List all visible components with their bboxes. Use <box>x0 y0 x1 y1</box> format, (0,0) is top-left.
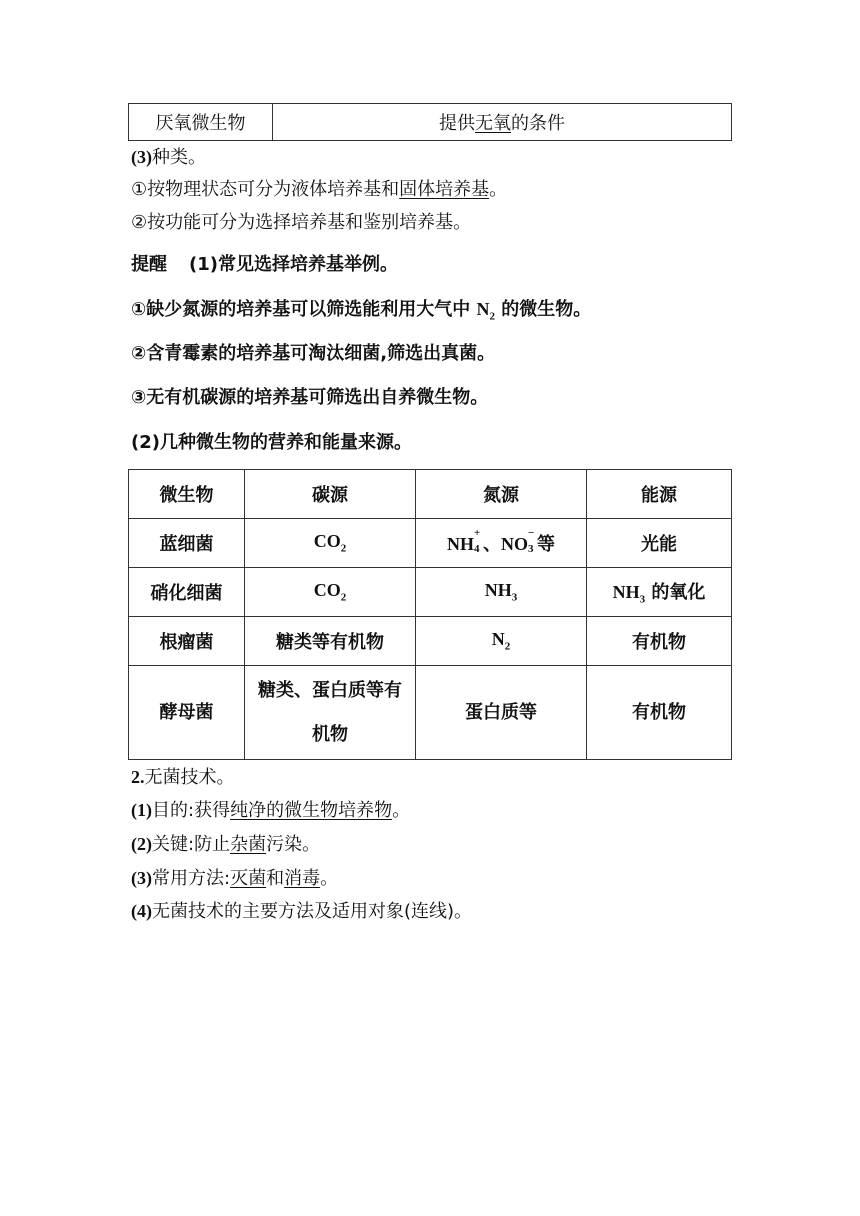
section3-item2: ②按功能可分为选择培养基和鉴别培养基。 <box>131 212 472 233</box>
underlined-answer: 杂菌 <box>230 834 267 855</box>
table-cell: 酵母菌 <box>129 666 245 760</box>
ion-charge <box>528 526 537 557</box>
item-text: 。 <box>392 800 411 821</box>
section3-item1 <box>131 178 507 202</box>
chem-formula: N <box>476 299 490 319</box>
tip-text: ①缺少氮源的培养基可以筛选能利用大气中 <box>131 299 477 320</box>
sterile-item3 <box>131 866 338 891</box>
tip-sub2: (2)几种微生物的营养和能量来源。 <box>131 432 412 453</box>
table-cell <box>245 568 416 617</box>
tip-label: 提醒 <box>131 254 167 275</box>
item-number: (3) <box>131 868 152 888</box>
tip-line3: ③无有机碳源的培养基可筛选出自养微生物。 <box>131 387 489 408</box>
sterile-item2 <box>131 832 320 857</box>
item-text: 无菌技术的主要方法及适用对象(连线)。 <box>152 901 473 922</box>
heading-number: (3) <box>131 147 152 167</box>
item-number: (4) <box>131 901 152 921</box>
table-cell <box>245 519 416 568</box>
table-cell: 光能 <box>587 519 732 568</box>
chem-superscript: + <box>474 526 481 539</box>
item-text: 。 <box>320 868 339 889</box>
chem-superscript: − <box>528 526 535 539</box>
header-cell: 微生物 <box>129 470 245 519</box>
tip-heading <box>131 253 398 277</box>
chem-subscript: 3 <box>511 591 518 604</box>
chem-subscript: 2 <box>489 310 496 323</box>
table-row <box>129 104 732 141</box>
chem-formula: NH <box>612 582 640 603</box>
cell-text: 等 <box>537 533 555 555</box>
table-row <box>129 568 732 617</box>
tip-text: 的微生物。 <box>495 299 592 320</box>
item-number: (1) <box>131 800 152 820</box>
section3-heading <box>131 145 206 170</box>
chem-formula: CO <box>313 531 341 552</box>
underlined-answer: 纯净的微生物培养物 <box>230 800 393 821</box>
header-cell: 碳源 <box>245 470 416 519</box>
header-cell: 能源 <box>587 470 732 519</box>
cell-text: 厌氧微生物 <box>155 113 246 134</box>
item-text: 污染。 <box>266 834 321 855</box>
chem-formula: NH <box>484 580 512 601</box>
heading-text: 种类。 <box>152 147 206 168</box>
cell-text: 的氧化 <box>645 582 706 604</box>
separator: 、 <box>483 533 501 555</box>
item-text: 目的:获得 <box>152 800 231 821</box>
table-cell <box>416 568 587 617</box>
ion-charge <box>474 526 483 557</box>
table-cell <box>129 104 273 141</box>
sterile-item4 <box>131 899 472 924</box>
table-header-row <box>129 470 732 519</box>
table-cell: 蛋白质等 <box>416 666 587 760</box>
table-cell <box>273 104 732 141</box>
table-cell: 有机物 <box>587 617 732 666</box>
chem-subscript: 2 <box>340 591 347 604</box>
heading-number: 2. <box>131 767 145 787</box>
cell-text: 机物 <box>312 723 348 745</box>
table-cell <box>587 568 732 617</box>
sterile-item1 <box>131 798 410 823</box>
underlined-answer: 无氧 <box>475 113 511 134</box>
item-text: 常用方法: <box>152 868 231 889</box>
anaerobe-table-row <box>128 103 732 141</box>
item-text: 。 <box>489 179 508 200</box>
chem-formula: CO <box>313 580 341 601</box>
item-text: ①按物理状态可分为液体培养基和 <box>131 179 400 200</box>
item-number: (2) <box>131 834 152 854</box>
chem-formula: NO <box>501 533 528 554</box>
table-cell: 硝化细菌 <box>129 568 245 617</box>
chem-subscript: 2 <box>340 542 347 555</box>
tip-line1 <box>131 297 591 329</box>
tip-line2: ②含青霉素的培养基可淘汰细菌,筛选出真菌。 <box>131 343 496 364</box>
sterile-heading <box>131 765 235 790</box>
header-cell: 氮源 <box>416 470 587 519</box>
nutrition-energy-table <box>128 469 732 760</box>
cell-text: 糖类、蛋白质等有 <box>258 679 402 701</box>
tip-sub1: (1)常见选择培养基举例。 <box>189 254 398 275</box>
item-text: 关键:防止 <box>152 834 231 855</box>
chem-formula: NH <box>447 533 474 554</box>
table-cell <box>416 617 587 666</box>
table-cell: 糖类等有机物 <box>245 617 416 666</box>
chem-subscript: 3 <box>639 593 646 606</box>
cell-text: 提供 <box>439 113 475 134</box>
table-cell <box>245 666 416 760</box>
table-cell: 蓝细菌 <box>129 519 245 568</box>
underlined-answer: 消毒 <box>284 868 321 889</box>
underlined-answer: 固体培养基 <box>399 179 490 200</box>
chem-subscript: 4 <box>474 542 480 555</box>
table-cell: 有机物 <box>587 666 732 760</box>
cell-text: 的条件 <box>511 113 565 134</box>
table-row <box>129 519 732 568</box>
item-text: 和 <box>266 868 285 889</box>
table-cell: 根瘤菌 <box>129 617 245 666</box>
chem-subscript: 2 <box>504 640 511 653</box>
chem-subscript: 3 <box>528 542 534 555</box>
chem-formula: N <box>491 629 505 650</box>
underlined-answer: 灭菌 <box>230 868 267 889</box>
table-cell <box>416 519 587 568</box>
table-row <box>129 666 732 760</box>
heading-text: 无菌技术。 <box>144 767 235 788</box>
table-row <box>129 617 732 666</box>
